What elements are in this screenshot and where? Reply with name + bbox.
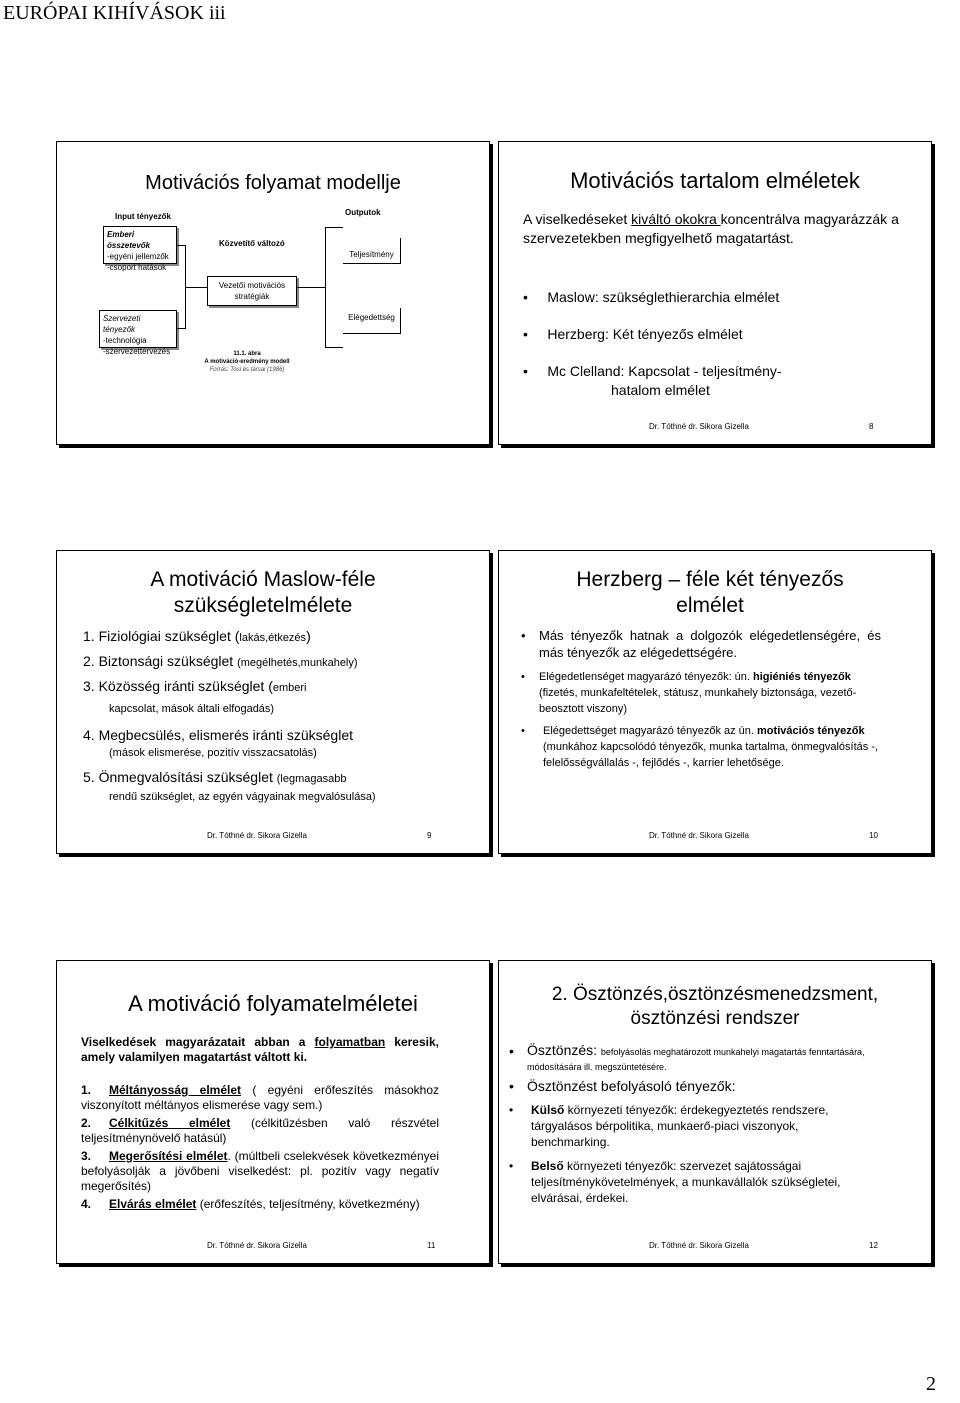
list-item-text: Maslow: szükséglethierarchia elmélet bbox=[547, 289, 780, 305]
footer-author: Dr. Tóthné dr. Sikora Gizella bbox=[207, 1241, 307, 1250]
intro-part: A viselkedéseket bbox=[523, 211, 632, 227]
theory-item bbox=[81, 1149, 439, 1194]
need-detail: (mások elismerése, pozitív visszacsatolás) bbox=[109, 747, 317, 759]
item-text: (erőfeszítés, teljesítmény, következmény) bbox=[196, 1197, 420, 1211]
slide-title: Motivációs tartalom elméletek bbox=[570, 168, 860, 193]
list-item: • Mc Clelland: Kapcsolat - teljesítmény- bbox=[523, 363, 782, 379]
needs-list bbox=[83, 627, 483, 806]
point-part: környezeti tényezők: szervezet sajátosságai teljesítménykövetelmények, a munkavállalók szükségletei, elvárásai, érdekei. bbox=[531, 1159, 841, 1205]
human-factors-line: -egyéni jellemzők bbox=[107, 252, 169, 261]
point-item: • Külső környezeti tényezők: érdekegyeztetés rendszere, tárgyalásos bérpolitika, munkaerő-piaci viszonyok, benchmarking. bbox=[509, 1102, 869, 1150]
list-item-text: Herzberg: Két tényezős elmélet bbox=[547, 326, 743, 342]
figure-caption bbox=[197, 350, 297, 374]
point-part: Elégedettséget magyarázó tényezők az ún. bbox=[543, 725, 758, 737]
connector-line bbox=[297, 287, 325, 288]
title-line: A motiváció Maslow-féle bbox=[150, 568, 376, 591]
input-header: Input tényezők bbox=[115, 212, 172, 221]
title-line: szükségletelmélete bbox=[173, 594, 353, 617]
point-highlight: higiéniés tényezők bbox=[753, 671, 851, 683]
point-text: Ösztönzést befolyásoló tényezők: bbox=[527, 1078, 736, 1094]
item-number: 2. bbox=[81, 1116, 92, 1130]
title-line: 2. Ösztönzés,ösztönzésmenedzsment, bbox=[551, 984, 879, 1005]
org-factors-title: Szervezeti tényezők bbox=[103, 314, 141, 334]
connector-line bbox=[177, 328, 185, 329]
slide-footer bbox=[499, 831, 931, 841]
leader-strategy-line: stratégiák bbox=[234, 292, 270, 301]
need-detail: kapcsolat, mások általi elfogadás) bbox=[109, 703, 275, 715]
need-detail: emberi bbox=[272, 682, 307, 694]
slide-content-theories bbox=[498, 141, 932, 445]
point-item: • Elégedetlenséget magyarázó tényezők: ún. higiéniés tényezők (fizetés, munkafeltételek, státusz, munkahely biztonsága, vezető-beosztott viszony) bbox=[521, 669, 881, 717]
point-highlight: Belső bbox=[531, 1159, 564, 1173]
need-detail: rendű szükséglet, az egyén vágyainak megvalósulása) bbox=[109, 791, 376, 803]
footer-author: Dr. Tóthné dr. Sikora Gizella bbox=[649, 422, 749, 431]
slide-number: 11 bbox=[427, 1241, 436, 1250]
page-number: 2 bbox=[926, 1373, 936, 1395]
item-number: 1. bbox=[81, 1083, 92, 1097]
intro-part: keresik, amely valamilyen magatartást váltott ki. bbox=[81, 1035, 440, 1064]
slide-footer bbox=[57, 831, 489, 841]
point-part: befolyásolás meghatározott munkahelyi magatartás fenntartására, módosítására ill. megszüntetésére. bbox=[527, 1047, 865, 1072]
slide-motivation-process-model bbox=[56, 141, 490, 445]
incentive-points bbox=[509, 1043, 869, 1206]
intro-text bbox=[523, 210, 913, 248]
need-text: 1. Fiziológiai szükséglet ( bbox=[83, 628, 240, 644]
item-number: 4. bbox=[81, 1197, 92, 1211]
item-title: Elvárás elmélet bbox=[109, 1197, 197, 1211]
theory-item bbox=[81, 1083, 439, 1113]
point-highlight: motivációs tényezők bbox=[757, 725, 865, 737]
slide-footer bbox=[57, 1241, 489, 1251]
slide-herzberg bbox=[498, 550, 932, 854]
need-text: 4. Megbecsülés, elismerés iránti szükséglet bbox=[83, 727, 354, 743]
org-factors-box bbox=[99, 310, 177, 356]
org-factors-line: -technológia bbox=[103, 336, 147, 345]
satisfaction-label: Elégedettség bbox=[348, 313, 395, 322]
point-part: (fizetés, munkafeltételek, státusz, munkahely biztonsága, vezető-beosztott viszony) bbox=[539, 687, 857, 715]
need-item bbox=[83, 652, 483, 672]
list-item: • Maslow: szükséglethierarchia elmélet bbox=[523, 289, 780, 305]
slide-title bbox=[499, 983, 931, 1031]
document-header: EURÓPAI KIHÍVÁSOK iii bbox=[3, 2, 226, 24]
theory-item bbox=[81, 1197, 439, 1212]
item-text: ( egyéni erőfeszítés másokhoz viszonyított méltányos elismerése vagy sem.) bbox=[81, 1083, 439, 1112]
theory-list bbox=[523, 288, 782, 400]
need-text: ) bbox=[306, 628, 311, 644]
point-part: Elégedetlenséget magyarázó tényezők: ún. bbox=[539, 671, 754, 683]
item-title: Célkitűzés elmélet bbox=[109, 1116, 231, 1130]
slide-number: 9 bbox=[427, 831, 432, 840]
item-title: Megerősítési elmélet bbox=[109, 1149, 228, 1163]
title-line: Herzberg – féle két tényezős bbox=[576, 568, 844, 591]
herzberg-points bbox=[521, 627, 881, 771]
output-header: Outputok bbox=[345, 208, 381, 217]
figure-number: 11.1. ábra bbox=[233, 351, 261, 357]
point-text bbox=[527, 1043, 869, 1074]
intro-underlined: folyamatban bbox=[314, 1035, 386, 1049]
point-text: Más tényezők hatnak a dolgozók elégedetlenségére, és más tényezők az elégedettségére. bbox=[539, 628, 881, 660]
list-item: • Herzberg: Két tényezős elmélet bbox=[523, 326, 743, 342]
point-text bbox=[531, 1158, 869, 1206]
connector-line bbox=[325, 227, 326, 347]
point-part: környezeti tényezők: érdekegyeztetés rendszere, tárgyalásos bérpolitika, munkaerő-piaci viszonyok, benchmarking. bbox=[531, 1103, 829, 1149]
point-lead: Ösztönzés: bbox=[527, 1042, 601, 1058]
list-item-text: hatalom elmélet bbox=[611, 382, 710, 398]
slide-footer bbox=[499, 422, 931, 432]
need-detail: lakás,étkezés bbox=[239, 632, 307, 644]
point-item: • Ösztönzés: befolyásolás meghatározott munkahelyi magatartás fenntartására, módosítására ill. megszüntetésére. bbox=[509, 1043, 869, 1074]
item-text: . (múltbeli cselekvések következményei befolyásolják a jövőbeni viselkedést: pl. pozitív vagy negatív megerősítés) bbox=[81, 1149, 439, 1193]
figure-title: A motiváció-eredmény modell bbox=[204, 359, 290, 365]
performance-label: Teljesítmény bbox=[349, 250, 394, 259]
connector-line bbox=[325, 347, 343, 348]
leader-strategy-line: Vezetői motivációs bbox=[218, 281, 286, 290]
connector-line bbox=[325, 227, 343, 228]
need-item bbox=[83, 677, 483, 697]
slide-process-theories bbox=[56, 960, 490, 1264]
org-factors-line: -szervezettervezés bbox=[103, 347, 171, 356]
slide-number: 8 bbox=[869, 422, 874, 431]
point-item: • Más tényezők hatnak a dolgozók elégedetlenségére, és más tényezők az elégedettségére. bbox=[521, 628, 881, 660]
slide-number: 10 bbox=[869, 831, 878, 840]
human-factors-box bbox=[103, 226, 177, 272]
slide-incentives bbox=[498, 960, 932, 1264]
leader-strategy-box bbox=[207, 276, 297, 306]
theory-item bbox=[81, 1116, 439, 1146]
intro-underlined: kiváltó okokra bbox=[631, 211, 721, 227]
satisfaction-box bbox=[343, 308, 401, 334]
footer-author: Dr. Tóthné dr. Sikora Gizella bbox=[207, 831, 307, 840]
point-text bbox=[531, 1102, 869, 1150]
point-text bbox=[539, 669, 881, 717]
slide-title: Motivációs folyamat modellje bbox=[145, 172, 401, 194]
footer-author: Dr. Tóthné dr. Sikora Gizella bbox=[649, 831, 749, 840]
need-item bbox=[83, 627, 483, 647]
connector-line bbox=[185, 287, 207, 288]
title-line: ösztönzési rendszer bbox=[630, 1008, 800, 1029]
point-item: • Belső környezeti tényezők: szervezet sajátosságai teljesítménykövetelmények, a munkavállalók szükségletei, elvárásai, érdekei. bbox=[509, 1158, 869, 1206]
slide-title bbox=[489, 567, 931, 619]
slide-title bbox=[37, 567, 489, 619]
point-item: • Ösztönzést befolyásoló tényezők: bbox=[509, 1078, 736, 1094]
connector-line bbox=[177, 245, 185, 246]
performance-box bbox=[343, 238, 401, 264]
list-item-text: Mc Clelland: Kapcsolat - teljesítmény- bbox=[547, 363, 782, 379]
need-item bbox=[83, 768, 483, 788]
footer-author: Dr. Tóthné dr. Sikora Gizella bbox=[649, 1241, 749, 1250]
human-factors-title: Emberi összetevők bbox=[107, 230, 151, 250]
slide-title: A motiváció folyamatelméletei bbox=[128, 991, 418, 1016]
mediator-label: Közvetítő változó bbox=[219, 239, 285, 248]
point-part: (munkához kapcsolódó tényezők, munka tartalma, önmegvalósítás -, felelősségvállalás -, fejlődés -, karrier lehetősége. bbox=[543, 741, 879, 769]
intro-text bbox=[81, 1035, 439, 1065]
human-factors-line: -csoport hatások bbox=[107, 263, 167, 272]
title-line: elmélet bbox=[676, 594, 744, 617]
intro-part: koncentrálva magyarázzák a szervezetekben megfigyelhető magatartást. bbox=[523, 211, 899, 246]
item-number: 3. bbox=[81, 1149, 92, 1163]
intro-part: Viselkedések magyarázatait abban a bbox=[81, 1035, 315, 1049]
point-item: • Elégedettséget magyarázó tényezők az ún. motivációs tényezők (munkához kapcsolódó tényezők, munka tartalma, önmegvalósítás -, felelősségvállalás -, fejlődés -, karrier lehetősége. bbox=[521, 723, 881, 771]
need-text: 2. Biztonsági szükséglet bbox=[83, 653, 238, 669]
theory-list bbox=[81, 1083, 439, 1212]
point-text bbox=[543, 723, 881, 771]
need-item bbox=[83, 726, 483, 744]
list-item-continuation bbox=[523, 381, 782, 400]
item-text: (célkitűzésben való részvétel teljesítménynövelő hatásúl) bbox=[81, 1116, 439, 1145]
need-text: 5. Önmegvalósítási szükséglet bbox=[83, 769, 277, 785]
point-highlight: Külső bbox=[531, 1103, 565, 1117]
need-detail: (megélhetés,munkahely) bbox=[237, 657, 358, 669]
slide-footer bbox=[499, 1241, 931, 1251]
figure-source: Forrás: Tosi és társai (1986) bbox=[209, 367, 285, 373]
need-detail: (legmagasabb bbox=[276, 773, 347, 785]
need-text: 3. Közösség iránti szükséglet ( bbox=[83, 678, 273, 694]
item-title: Méltányosság elmélet bbox=[109, 1083, 242, 1097]
slide-maslow bbox=[56, 550, 490, 854]
slide-number: 12 bbox=[869, 1241, 878, 1250]
